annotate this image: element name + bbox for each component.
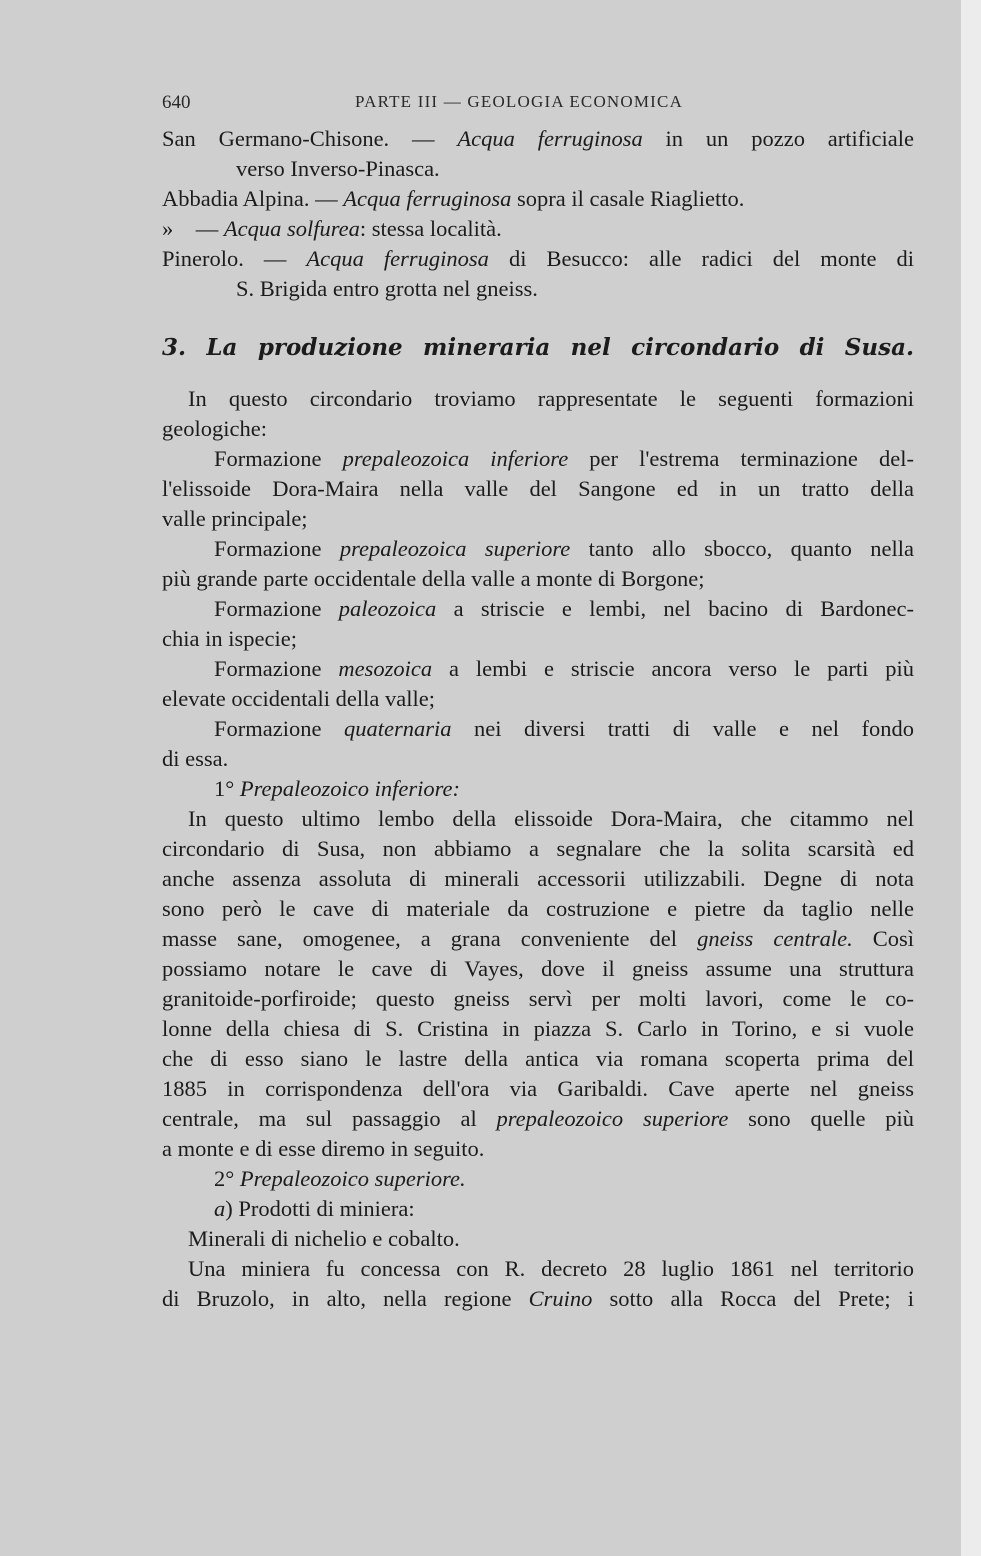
entry-continuation: verso Inverso-Pinasca. — [236, 156, 440, 181]
paragraph-line: anche assenza assoluta di minerali accessorii utilizzabili. Degne di nota — [162, 866, 914, 891]
entry-continuation: S. Brigida entro grotta nel gneiss. — [236, 276, 538, 301]
subsection-title: 1° Prepaleozoico inferiore: — [214, 776, 461, 801]
paragraph-line: più grande parte occidentale della valle a monte di Borgone; — [162, 566, 705, 591]
paragraph-line: l'elissoide Dora-Maira nella valle del Sangone ed in un tratto della — [162, 476, 914, 501]
entry-line: Pinerolo. — Acqua ferruginosa di Besucco: alle radici del monte di — [162, 246, 914, 271]
body-text — [162, 124, 914, 1314]
paragraph-line: Una miniera fu concessa con R. decreto 28 luglio 1861 nel territorio — [188, 1256, 914, 1281]
paragraph-line: 1885 in corrispondenza dell'ora via Garibaldi. Cave aperte nel gneiss — [162, 1076, 914, 1101]
paragraph-line: di Bruzolo, in alto, nella regione Cruino sotto alla Rocca del Prete; i — [162, 1286, 914, 1311]
subsection-title: 2° Prepaleozoico superiore. — [214, 1166, 466, 1191]
paragraph-line: possiamo notare le cave di Vayes, dove il gneiss assume una struttura — [162, 956, 914, 981]
paragraph-line: In questo circondario troviamo rappresentate le seguenti formazioni — [188, 386, 914, 411]
paragraph-line: masse sane, omogenee, a grana conveniente del gneiss centrale. Così — [162, 926, 914, 951]
paragraph-line: lonne della chiesa di S. Cristina in piazza S. Carlo in Torino, e si vuole — [162, 1016, 914, 1041]
paragraph-line: di essa. — [162, 746, 229, 771]
page-number: 640 — [162, 92, 191, 113]
formation-line: Formazione paleozoica a striscie e lembi, nel bacino di Bardonec- — [214, 596, 914, 621]
subsection-item: a) Prodotti di miniera: — [214, 1196, 415, 1221]
section-heading: 3. La produzione mineraria nel circondario di Susa. — [162, 334, 914, 361]
paragraph-line: sono però le cave di materiale da costruzione e pietre da taglio nelle — [162, 896, 914, 921]
paragraph-line: In questo ultimo lembo della elissoide Dora-Maira, che citammo nel — [188, 806, 914, 831]
paragraph-line: chia in ispecie; — [162, 626, 297, 651]
paragraph-line: centrale, ma sul passaggio al prepaleozoico superiore sono quelle più — [162, 1106, 914, 1131]
paragraph-line: circondario di Susa, non abbiamo a segnalare che la solita scarsità ed — [162, 836, 914, 861]
paragraph-line: elevate occidentali della valle; — [162, 686, 435, 711]
paragraph-line: che di esso siano le lastre della antica via romana scoperta prima del — [162, 1046, 914, 1071]
paragraph-line: a monte e di esse diremo in seguito. — [162, 1136, 485, 1161]
paragraph-line: valle principale; — [162, 506, 308, 531]
paragraph-line: granitoide-porfiroide; questo gneiss servì per molti lavori, come le co- — [162, 986, 914, 1011]
formation-line: Formazione quaternaria nei diversi tratti di valle e nel fondo — [214, 716, 914, 741]
formation-line: Formazione mesozoica a lembi e striscie ancora verso le parti più — [214, 656, 914, 681]
entry-line: San Germano-Chisone. — Acqua ferruginosa in un pozzo artificiale — [162, 126, 914, 151]
entry-line: Abbadia Alpina. — Acqua ferruginosa sopra il casale Riaglietto. — [162, 186, 745, 211]
running-title: PARTE III — GEOLOGIA ECONOMICA — [355, 92, 684, 111]
paragraph-line: Minerali di nichelio e cobalto. — [188, 1226, 460, 1251]
formation-line: Formazione prepaleozoica superiore tanto allo sbocco, quanto nella — [214, 536, 914, 561]
paragraph-line: geologiche: — [162, 416, 267, 441]
entry-line: » — Acqua solfurea: stessa località. — [162, 216, 502, 241]
formation-line: Formazione prepaleozoica inferiore per l'estrema terminazione del- — [214, 446, 914, 471]
